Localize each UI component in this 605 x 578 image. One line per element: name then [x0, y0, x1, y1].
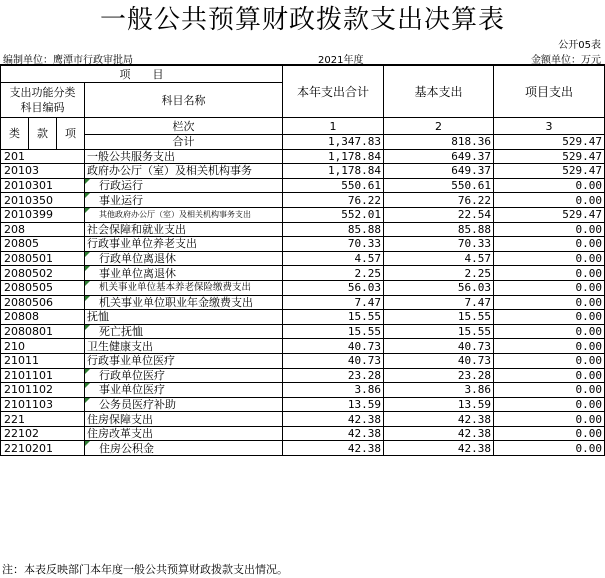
row-name: 事业运行	[85, 193, 283, 208]
row-code: 2080505	[1, 280, 85, 295]
header-func-class: 支出功能分类 科目编码	[1, 83, 85, 118]
header-lanci: 栏次	[85, 118, 283, 135]
row-code: 208	[1, 222, 85, 237]
header-kuan: 款	[29, 118, 57, 150]
row-c1: 85.88	[283, 222, 384, 237]
total-label: 合计	[85, 135, 283, 150]
fiscal-year: 2021年度	[318, 55, 364, 66]
table-row	[1, 237, 605, 252]
row-code: 2101102	[1, 383, 85, 398]
row-c1: 1,178.84	[283, 164, 384, 179]
table-row	[1, 207, 605, 222]
header-col-number-2: 2	[384, 118, 494, 135]
row-c1: 2.25	[283, 266, 384, 281]
row-c2: 42.38	[384, 412, 494, 427]
row-name: 抚恤	[85, 310, 283, 325]
row-c2: 40.73	[384, 353, 494, 368]
row-c3: 0.00	[494, 353, 605, 368]
row-name: 事业单位医疗	[85, 383, 283, 398]
form-code: 公开05表	[558, 40, 601, 51]
row-c2: 23.28	[384, 368, 494, 383]
row-name: 其他政府办公厅（室）及相关机构事务支出	[85, 207, 283, 222]
row-name: 机关事业单位基本养老保险缴费支出	[85, 280, 283, 295]
row-name: 行政运行	[85, 178, 283, 193]
row-code: 2080502	[1, 266, 85, 281]
row-c3: 529.47	[494, 149, 605, 164]
row-c1: 42.38	[283, 426, 384, 441]
table-row	[1, 193, 605, 208]
row-c1: 42.38	[283, 441, 384, 456]
row-name: 事业单位离退休	[85, 266, 283, 281]
header-col-number-3: 3	[494, 118, 605, 135]
row-code: 20808	[1, 310, 85, 325]
row-c1: 550.61	[283, 178, 384, 193]
row-c1: 15.55	[283, 324, 384, 339]
row-c3: 0.00	[494, 339, 605, 354]
row-c2: 56.03	[384, 280, 494, 295]
row-c3: 0.00	[494, 222, 605, 237]
row-name: 社会保障和就业支出	[85, 222, 283, 237]
row-name: 政府办公厅（室）及相关机构事务	[85, 164, 283, 179]
row-c2: 42.38	[384, 426, 494, 441]
row-c1: 3.86	[283, 383, 384, 398]
table-row	[1, 353, 605, 368]
header-basic-expenditure: 基本支出	[384, 66, 494, 118]
row-code: 2210201	[1, 441, 85, 456]
table-row	[1, 412, 605, 427]
row-c2: 70.33	[384, 237, 494, 252]
table-row	[1, 164, 605, 179]
table-row	[1, 266, 605, 281]
row-name: 死亡抚恤	[85, 324, 283, 339]
row-c1: 1,178.84	[283, 149, 384, 164]
header-total-expenditure: 本年支出合计	[283, 66, 384, 118]
header-xiang: 项	[57, 118, 85, 150]
row-name: 行政事业单位医疗	[85, 353, 283, 368]
header-project-expenditure: 项目支出	[494, 66, 605, 118]
row-c1: 56.03	[283, 280, 384, 295]
row-c2: 4.57	[384, 251, 494, 266]
report-meta	[0, 51, 605, 65]
row-code: 2101101	[1, 368, 85, 383]
row-c3: 0.00	[494, 178, 605, 193]
table-row	[1, 383, 605, 398]
header-items: 项 目	[1, 66, 283, 83]
row-code: 21011	[1, 353, 85, 368]
row-code: 2080501	[1, 251, 85, 266]
row-c1: 13.59	[283, 397, 384, 412]
row-name: 住房保障支出	[85, 412, 283, 427]
row-code: 221	[1, 412, 85, 427]
row-c1: 7.47	[283, 295, 384, 310]
row-c1: 76.22	[283, 193, 384, 208]
row-name: 卫生健康支出	[85, 339, 283, 354]
header-lei: 类	[1, 118, 29, 150]
row-c3: 529.47	[494, 164, 605, 179]
row-c2: 22.54	[384, 207, 494, 222]
row-code: 20103	[1, 164, 85, 179]
row-c2: 76.22	[384, 193, 494, 208]
total-c1: 1,347.83	[283, 135, 384, 150]
row-c1: 40.73	[283, 353, 384, 368]
row-name: 行政事业单位养老支出	[85, 237, 283, 252]
row-c3: 0.00	[494, 295, 605, 310]
row-c2: 649.37	[384, 149, 494, 164]
row-code: 201	[1, 149, 85, 164]
row-c3: 0.00	[494, 310, 605, 325]
row-c2: 85.88	[384, 222, 494, 237]
row-c3: 529.47	[494, 207, 605, 222]
row-c3: 0.00	[494, 426, 605, 441]
row-c2: 7.47	[384, 295, 494, 310]
table-row	[1, 251, 605, 266]
table-row	[1, 149, 605, 164]
row-name: 行政单位医疗	[85, 368, 283, 383]
row-c3: 0.00	[494, 441, 605, 456]
row-code: 2010399	[1, 207, 85, 222]
amount-unit: 金额单位：万元	[531, 55, 601, 66]
row-code: 2080801	[1, 324, 85, 339]
report-title: 一般公共预算财政拨款支出决算表	[99, 5, 505, 35]
row-c1: 552.01	[283, 207, 384, 222]
row-name: 行政单位离退休	[85, 251, 283, 266]
table-row	[1, 441, 605, 456]
row-c2: 15.55	[384, 310, 494, 325]
expenditure-table	[0, 65, 605, 456]
row-c2: 2.25	[384, 266, 494, 281]
table-row	[1, 310, 605, 325]
row-c1: 15.55	[283, 310, 384, 325]
row-c3: 0.00	[494, 412, 605, 427]
table-row	[1, 280, 605, 295]
row-c2: 42.38	[384, 441, 494, 456]
row-c1: 4.57	[283, 251, 384, 266]
row-code: 2080506	[1, 295, 85, 310]
row-code: 2101103	[1, 397, 85, 412]
row-c2: 15.55	[384, 324, 494, 339]
row-code: 20805	[1, 237, 85, 252]
row-code: 2010301	[1, 178, 85, 193]
total-c3: 529.47	[494, 135, 605, 150]
table-footnote: 注：本表反映部门本年度一般公共预算财政拨款支出情况。	[2, 563, 288, 576]
row-c3: 0.00	[494, 193, 605, 208]
row-c1: 23.28	[283, 368, 384, 383]
row-c2: 40.73	[384, 339, 494, 354]
compiling-unit: 编制单位：鹰潭市行政审批局	[3, 55, 133, 66]
row-c3: 0.00	[494, 280, 605, 295]
row-name: 公务员医疗补助	[85, 397, 283, 412]
table-row	[1, 426, 605, 441]
header-subject-name: 科目名称	[85, 83, 283, 118]
row-c3: 0.00	[494, 251, 605, 266]
total-c2: 818.36	[384, 135, 494, 150]
row-code: 2010350	[1, 193, 85, 208]
row-name: 一般公共服务支出	[85, 149, 283, 164]
row-c3: 0.00	[494, 237, 605, 252]
row-name: 住房公积金	[85, 441, 283, 456]
row-code: 210	[1, 339, 85, 354]
table-row	[1, 295, 605, 310]
table-row	[1, 368, 605, 383]
row-c3: 0.00	[494, 266, 605, 281]
table-row	[1, 397, 605, 412]
total-row	[1, 135, 605, 150]
row-name: 机关事业单位职业年金缴费支出	[85, 295, 283, 310]
row-name: 住房改革支出	[85, 426, 283, 441]
header-col-number-1: 1	[283, 118, 384, 135]
row-c3: 0.00	[494, 397, 605, 412]
table-row	[1, 324, 605, 339]
row-c1: 42.38	[283, 412, 384, 427]
row-c2: 13.59	[384, 397, 494, 412]
row-code: 22102	[1, 426, 85, 441]
table-row	[1, 339, 605, 354]
row-c1: 70.33	[283, 237, 384, 252]
row-c3: 0.00	[494, 383, 605, 398]
row-c2: 550.61	[384, 178, 494, 193]
row-c3: 0.00	[494, 368, 605, 383]
table-row	[1, 178, 605, 193]
row-c3: 0.00	[494, 324, 605, 339]
row-c2: 3.86	[384, 383, 494, 398]
row-c1: 40.73	[283, 339, 384, 354]
row-c2: 649.37	[384, 164, 494, 179]
table-row	[1, 222, 605, 237]
